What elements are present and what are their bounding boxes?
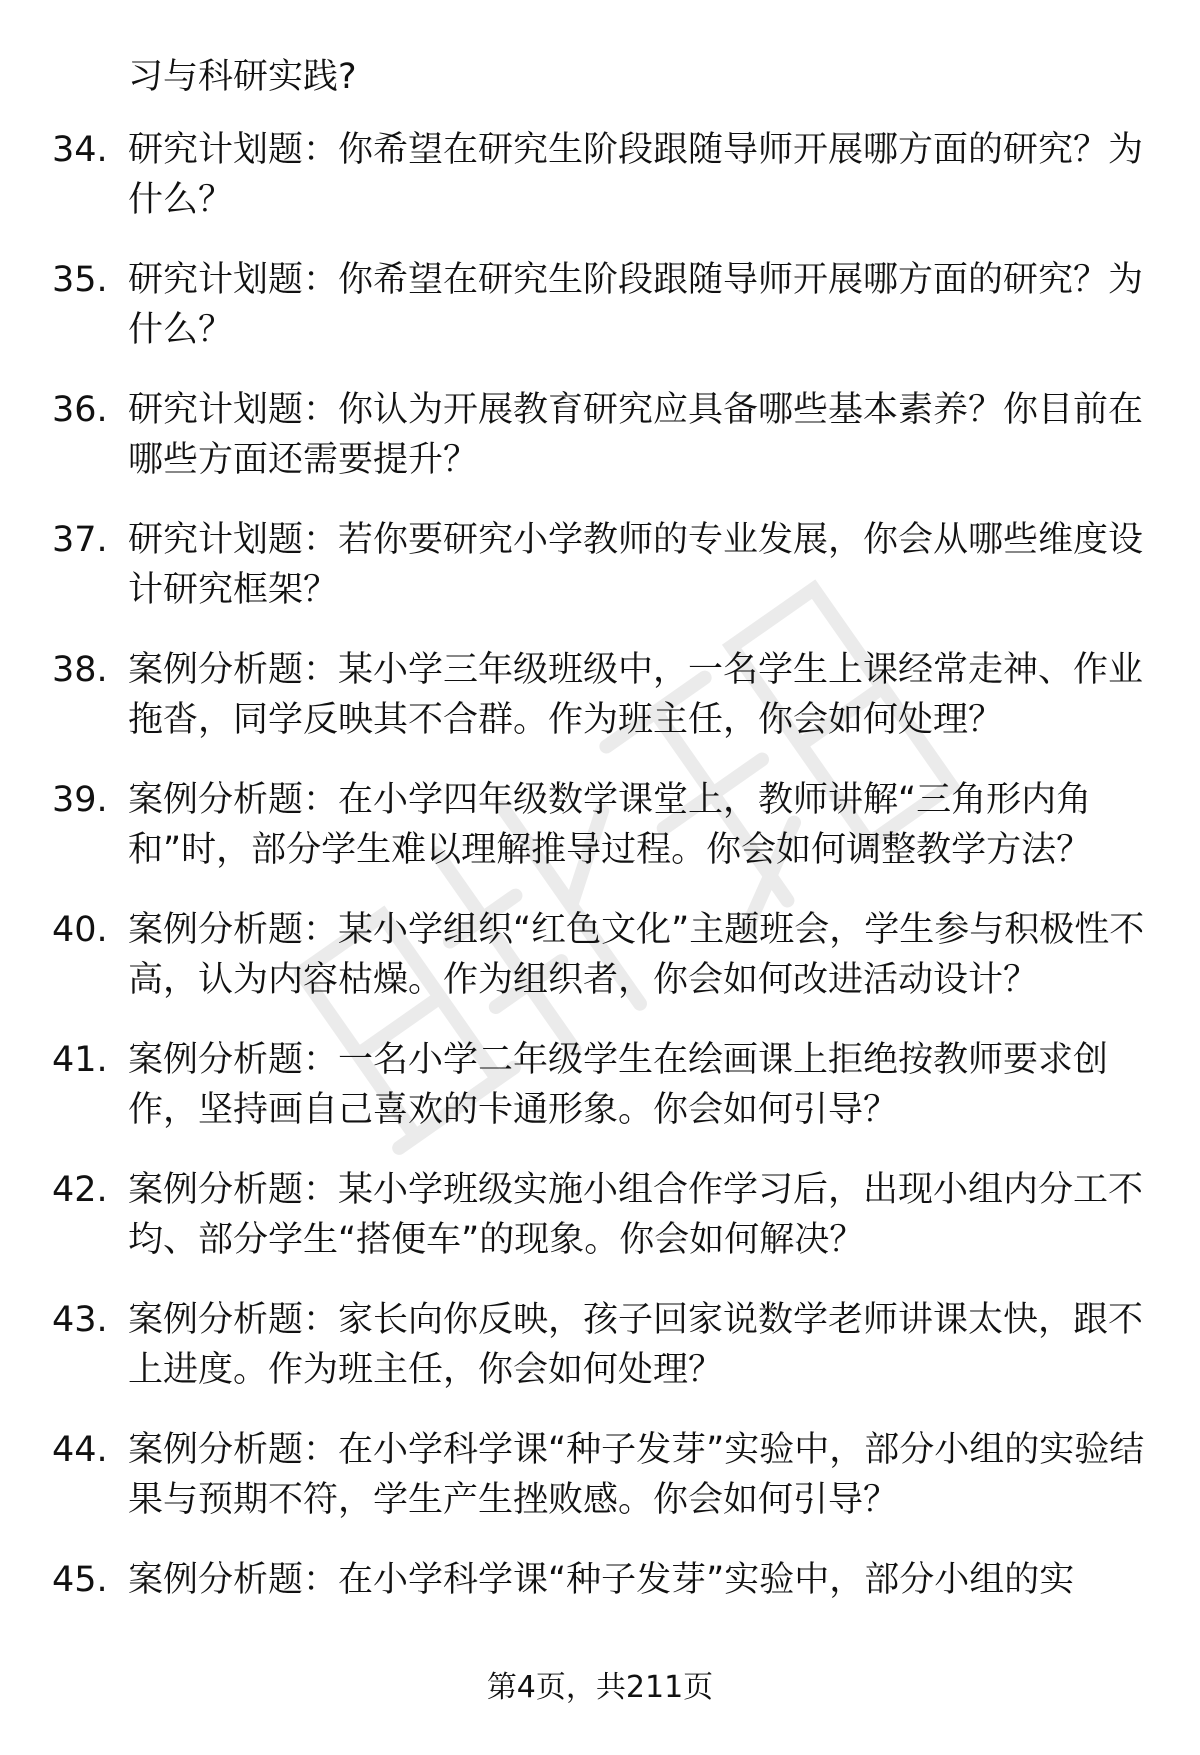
list-item <box>52 52 1152 102</box>
question-number: 40. <box>52 910 108 950</box>
question-text: 案例分析题：在小学科学课“种子发芽”实验中，部分小组的实 <box>128 1560 1075 1600</box>
question-number: 36. <box>52 390 108 430</box>
page-footer: 第4页，共211页 <box>486 1670 714 1705</box>
list-item <box>52 1425 1152 1525</box>
question-number: 38. <box>52 650 108 690</box>
question-text: 研究计划题：你希望在研究生阶段跟随导师开展哪方面的研究？为什么？ <box>128 260 1144 350</box>
list-item <box>52 645 1152 745</box>
question-text: 案例分析题：一名小学二年级学生在绘画课上拒绝按教师要求创作，坚持画自己喜欢的卡通形象。你会如何引导？ <box>128 1040 1109 1130</box>
question-text: 案例分析题：在小学四年级数学课堂上，教师讲解“三角形内角和”时，部分学生难以理解推导过程。你会如何调整教学方法？ <box>128 780 1092 870</box>
list-item <box>52 255 1152 355</box>
question-number: 35. <box>52 260 108 300</box>
question-number: 34. <box>52 130 108 170</box>
question-text: 案例分析题：在小学科学课“种子发芽”实验中，部分小组的实验结果与预期不符，学生产生挫败感。你会如何引导？ <box>128 1430 1145 1520</box>
list-item <box>52 515 1152 615</box>
list-item <box>52 1555 1152 1605</box>
list-item <box>52 1035 1152 1135</box>
question-number: 44. <box>52 1430 108 1470</box>
question-number: 42. <box>52 1170 108 1210</box>
question-list <box>52 52 1152 1635</box>
question-text: 案例分析题：某小学班级实施小组合作学习后，出现小组内分工不均、部分学生“搭便车”的现象。你会如何解决？ <box>128 1170 1144 1260</box>
list-item <box>52 1165 1152 1265</box>
question-text: 研究计划题：你认为开展教育研究应具备哪些基本素养？你目前在哪些方面还需要提升？ <box>128 390 1144 480</box>
list-item <box>52 125 1152 225</box>
question-text: 案例分析题：某小学三年级班级中，一名学生上课经常走神、作业拖沓，同学反映其不合群。作为班主任，你会如何处理？ <box>128 650 1144 740</box>
question-text: 案例分析题：家长向你反映，孩子回家说数学老师讲课太快，跟不上进度。作为班主任，你会如何处理？ <box>128 1300 1144 1390</box>
question-number: 41. <box>52 1040 108 1080</box>
list-item <box>52 775 1152 875</box>
list-item <box>52 1295 1152 1395</box>
continuation-text: 习与科研实践? <box>128 57 357 97</box>
question-number: 45. <box>52 1560 108 1600</box>
question-text: 案例分析题：某小学组织“红色文化”主题班会，学生参与积极性不高，认为内容枯燥。作为组织者，你会如何改进活动设计？ <box>128 910 1145 1000</box>
question-number: 39. <box>52 780 108 820</box>
question-text: 研究计划题：你希望在研究生阶段跟随导师开展哪方面的研究？为什么？ <box>128 130 1144 220</box>
question-number: 37. <box>52 520 108 560</box>
list-item <box>52 905 1152 1005</box>
question-number: 43. <box>52 1300 108 1340</box>
question-text: 研究计划题：若你要研究小学教师的专业发展，你会从哪些维度设计研究框架？ <box>128 520 1144 610</box>
list-item <box>52 385 1152 485</box>
